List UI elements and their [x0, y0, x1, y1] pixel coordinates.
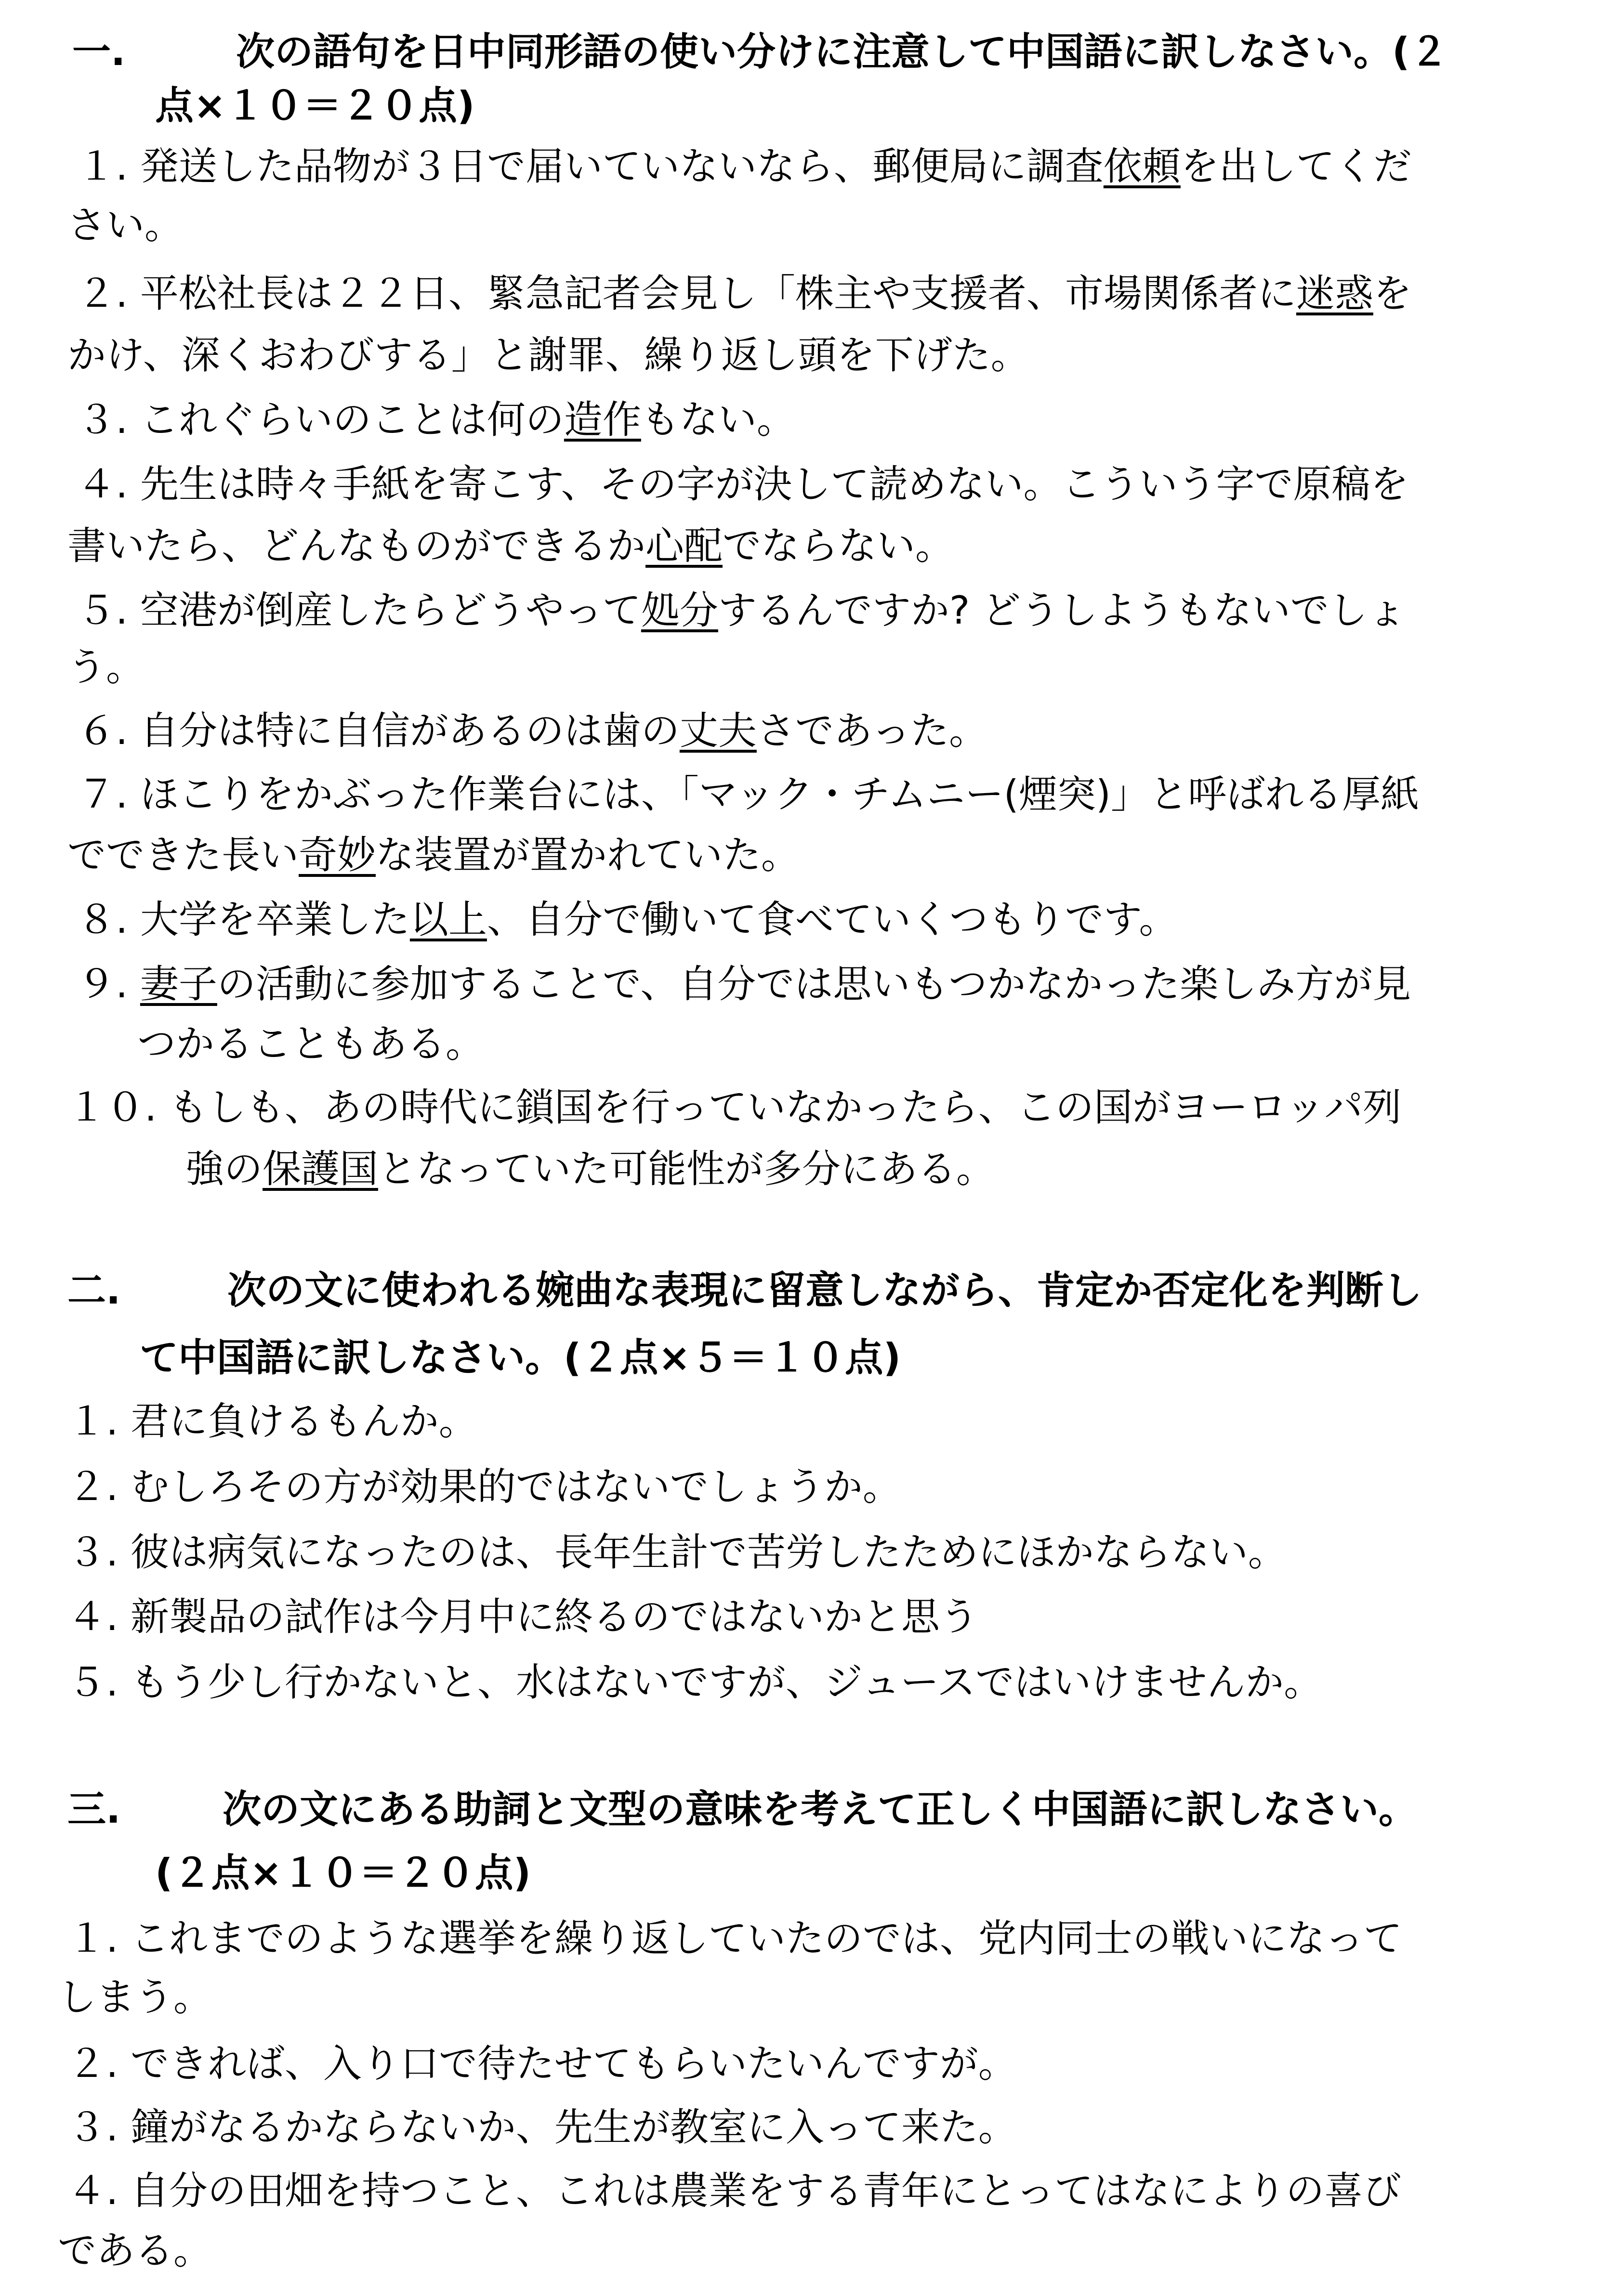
item-number: ９. — [77, 962, 128, 1006]
section3-points: (２点×１０＝２０点) — [155, 1851, 531, 1895]
s2-item-4 — [67, 1593, 978, 1641]
item-number: ４. — [67, 1594, 118, 1639]
s1-item-4 — [77, 460, 1408, 509]
item-number: １. — [67, 1916, 118, 1961]
s1-item-7-cont — [67, 831, 800, 879]
target-word: 保護国 — [263, 1147, 378, 1191]
target-word: 処分 — [641, 588, 718, 633]
item-text-rest: さであった。 — [756, 708, 988, 753]
item-text-rest: を — [1373, 271, 1412, 316]
item-text: 発送した品物が３日で届いていないなら、郵便局に調査 — [140, 144, 1104, 189]
item-text: 空港が倒産したらどうやって — [140, 588, 641, 633]
item-text: これぐらいのことは何の — [140, 397, 564, 442]
s1-item-8 — [77, 896, 1177, 944]
item-text: でできた長い — [67, 833, 299, 877]
target-word: 造作 — [564, 397, 641, 442]
target-word: 奇妙 — [299, 833, 376, 877]
item-number: ５. — [77, 588, 128, 633]
s1-item-10 — [67, 1083, 1401, 1132]
item-number: ２. — [77, 271, 128, 316]
s2-item-3 — [67, 1528, 1287, 1577]
item-number: １. — [77, 144, 128, 189]
s2-item-1 — [67, 1397, 477, 1446]
item-text: 新製品の試作は今月中に終るのではないかと思う — [130, 1594, 978, 1639]
s3-item-3 — [67, 2103, 1017, 2152]
item-text: 君に負けるもんか。 — [130, 1399, 477, 1444]
s3-item-4 — [67, 2167, 1401, 2215]
item-number: ３. — [67, 2105, 118, 2150]
item-number: ３. — [77, 397, 128, 442]
item-text: できれば、入り口で待たせてもらいたいんですが。 — [130, 2041, 1017, 2086]
section3-heading — [67, 1786, 1417, 1834]
item-text: むしろその方が効果的ではないでしょうか。 — [130, 1464, 901, 1509]
s2-item-2 — [67, 1463, 901, 1511]
item-text-rest: するんですか? どうしようもないでしょ — [718, 588, 1406, 633]
s1-item-9-cont: つかることもある。 — [137, 1021, 484, 1066]
item-text: 自分の田畑を持つこと、これは農業をする青年にとってはなによりの喜び — [130, 2168, 1402, 2213]
item-number: １. — [67, 1399, 118, 1444]
item-number: ６. — [77, 708, 128, 753]
item-number: ４. — [67, 2168, 118, 2213]
s2-item-5 — [67, 1658, 1322, 1707]
target-word: 心配 — [645, 523, 723, 568]
item-number: ２. — [67, 1464, 118, 1509]
section1-number: 一. — [72, 29, 126, 74]
item-text-rest: を出してくだ — [1180, 144, 1412, 189]
section2-title: 次の文に使われる婉曲な表現に留意しながら、肯定か否定化を判断し — [227, 1268, 1422, 1313]
item-text-rest: の活動に参加することで、自分では思いもつかなかった楽しみ方が見 — [217, 962, 1411, 1006]
item-text: 彼は病気になったのは、長年生計で苦労したためにほかならない。 — [130, 1530, 1287, 1575]
item-number: ７. — [77, 772, 128, 817]
s3-item-4-cont: である。 — [58, 2228, 212, 2273]
target-word: 以上 — [409, 897, 487, 942]
item-text: 強の — [185, 1147, 263, 1191]
target-word: 迷惑 — [1296, 271, 1373, 316]
item-number: ２. — [67, 2041, 118, 2086]
item-number: ３. — [67, 1530, 118, 1575]
s1-item-3 — [77, 396, 795, 444]
item-text: もう少し行かないと、水はないですが、ジュースではいけませんか。 — [130, 1660, 1323, 1705]
item-text: 大学を卒業した — [140, 897, 410, 942]
section3-title: 次の文にある助詞と文型の意味を考えて正しく中国語に訳しなさい。 — [223, 1787, 1417, 1832]
section1-points: 点×１０＝２０点) — [155, 83, 475, 128]
s3-item-1 — [67, 1915, 1402, 1963]
item-text-rest: もない。 — [641, 397, 795, 442]
target-word: 妻子 — [140, 962, 217, 1006]
s1-item-1 — [77, 143, 1412, 191]
s1-item-2 — [77, 270, 1412, 318]
item-text: ほこりをかぶった作業台には、「マック・チムニー(煙突)」と呼ばれる厚紙 — [140, 772, 1420, 817]
section3-number: 三. — [67, 1787, 121, 1832]
item-number: ４. — [77, 462, 128, 507]
s1-item-9 — [77, 960, 1411, 1008]
s1-item-5-cont: う。 — [67, 645, 145, 690]
target-word: 依頼 — [1103, 144, 1181, 189]
item-number: ５. — [67, 1660, 118, 1705]
item-text-rest: な装置が置かれていた。 — [376, 833, 800, 877]
s3-item-1-cont: しまう。 — [58, 1975, 212, 2020]
item-text: 先生は時々手紙を寄こす、その字が決して読めない。こういう字で原稿を — [140, 462, 1409, 507]
section2-title-cont: て中国語に訳しなさい。(２点×５＝１０点) — [140, 1335, 901, 1380]
s1-item-5 — [77, 587, 1406, 635]
item-text: 書いたら、どんなものができるか — [67, 523, 645, 568]
item-number: ８. — [77, 897, 128, 942]
item-text-rest: となっていた可能性が多分にある。 — [378, 1147, 995, 1191]
s1-item-4-cont — [67, 522, 954, 570]
s1-item-2-cont: かけ、深くおわびする」と謝罪、繰り返し頭を下げた。 — [67, 333, 1029, 378]
item-text: 平松社長は２２日、緊急記者会見し「株主や支援者、市場関係者に — [140, 271, 1296, 316]
section1-heading — [72, 28, 1448, 76]
item-text-rest: 、自分で働いて食べていくつもりです。 — [487, 897, 1178, 942]
item-text: 自分は特に自信があるのは歯の — [140, 708, 680, 753]
item-text: もしも、あの時代に鎖国を行っていなかったら、この国がヨーロッパ列 — [169, 1085, 1402, 1130]
section2-heading — [67, 1266, 1422, 1315]
s1-item-10-cont — [185, 1145, 995, 1193]
s1-item-1-cont: さい。 — [67, 203, 183, 248]
s1-item-6 — [77, 707, 987, 755]
section1-title: 次の語句を日中同形語の使い分けに注意して中国語に訳しなさい。(２ — [236, 29, 1448, 74]
target-word: 丈夫 — [679, 708, 757, 753]
item-number: １０. — [67, 1085, 157, 1130]
s1-item-7 — [77, 770, 1419, 819]
s3-item-2 — [67, 2040, 1017, 2088]
section2-number: 二. — [67, 1268, 121, 1313]
item-text-rest: でならない。 — [723, 523, 954, 568]
item-text: これまでのような選挙を繰り返していたのでは、党内同士の戦いになって — [130, 1916, 1402, 1961]
item-text: 鐘がなるかならないか、先生が教室に入って来た。 — [130, 2105, 1017, 2150]
